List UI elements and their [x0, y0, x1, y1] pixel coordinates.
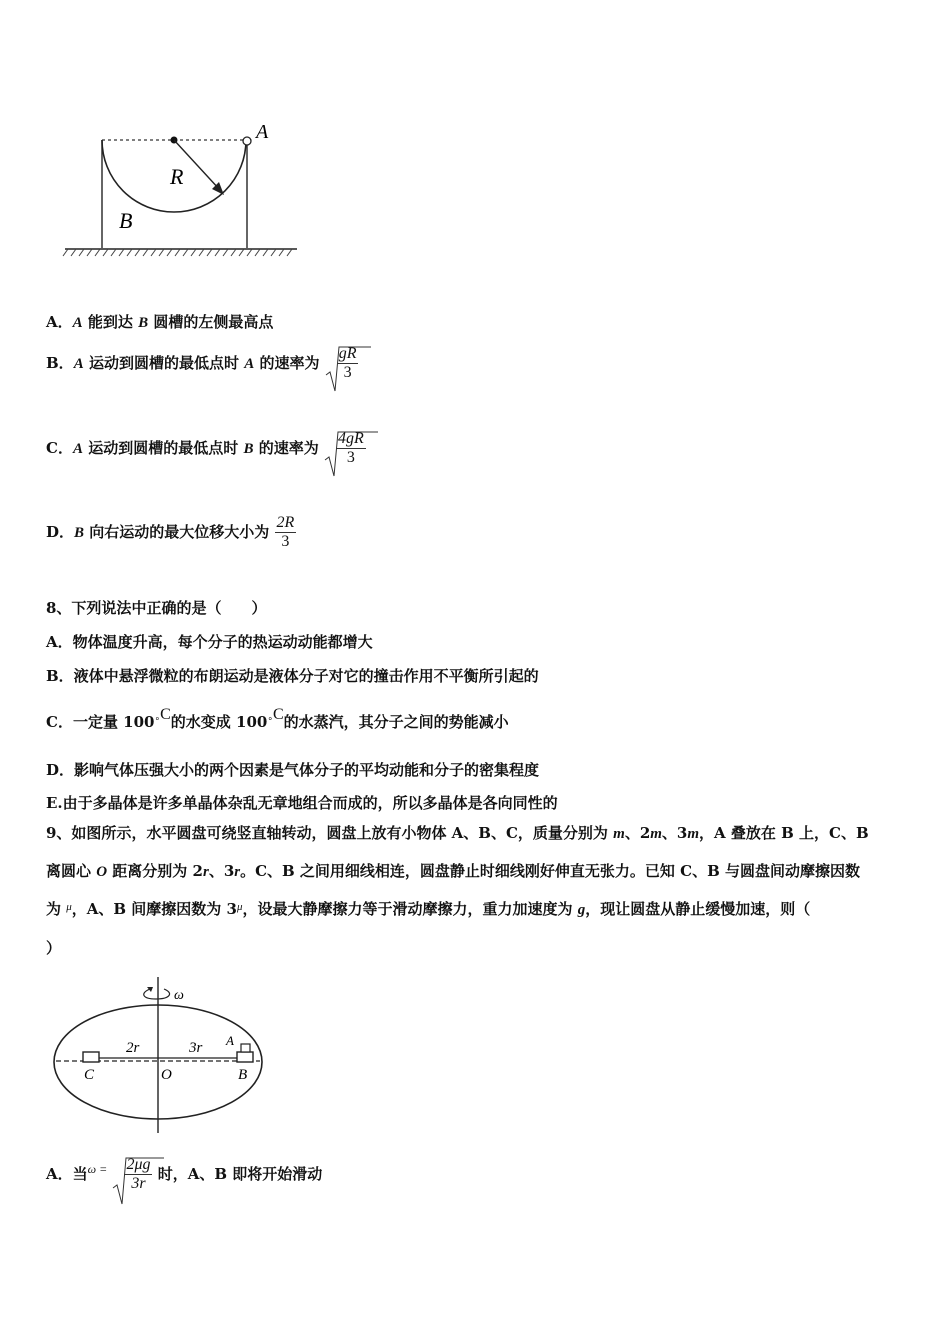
fraction: $\frac{2R}{3}$ — [276, 514, 295, 551]
sqrt-expression: $\frac{2\mu g}{3r}$ — [112, 1156, 152, 1194]
q8-option-D: D．影响气体压强大小的两个因素是气体分子的平均动能和分子的密集程度 — [46, 761, 540, 779]
ball-A — [243, 137, 251, 145]
q8-option-E: E.由于多晶体是许多单晶体杂乱无章地组合而成的，所以多晶体是各向同性的 — [46, 794, 558, 812]
q8-option-B: B．液体中悬浮微粒的布朗运动是液体分子对它的撞击作用不平衡所引起的 — [46, 667, 539, 685]
label-O: O — [161, 1067, 172, 1083]
q9-line-2: 离圆心 O 距离分别为 2r、3r。C、B 之间用细线相连，圆盘静止时细线刚好伸直无张力。已知 C、B 与圆盘间动摩擦因数 — [46, 862, 860, 880]
label-C: C — [84, 1067, 95, 1083]
q7-option-B: B．A 运动到圆槽的最低点时 A 的速率为 $\frac{gR}{3}$ — [46, 345, 358, 383]
q7-option-D: D．B 向右运动的最大位移大小为 $\frac{2R}{3}$ — [46, 514, 295, 551]
q9-figure — [52, 975, 267, 1135]
q8-option-A: A．物体温度升高，每个分子的热运动动能都增大 — [46, 633, 373, 651]
label-A: A — [226, 1033, 234, 1048]
block-C — [83, 1052, 99, 1062]
q7-option-C: C．A 运动到圆槽的最低点时 B 的速率为 $\frac{4gR}{3}$ — [46, 430, 366, 468]
q9-line-4: ） — [46, 939, 62, 957]
q7-option-A: A．A 能到达 B 圆槽的左侧最高点 — [46, 313, 274, 331]
q8-stem: 8、下列说法中正确的是（ ） — [46, 599, 267, 617]
q8-option-C: C．一定量 100∘C的水变成 100∘C的水蒸汽，其分子之间的势能减小 — [46, 706, 509, 731]
sqrt-expression: $\frac{gR}{3}$ — [325, 345, 359, 383]
ground-hatch — [63, 249, 292, 256]
distance-3r: 3r — [189, 1040, 203, 1056]
rotation-arrow-icon — [144, 989, 170, 999]
label-B: B — [238, 1067, 248, 1083]
label-A: A — [256, 121, 269, 143]
label-B: B — [119, 208, 133, 233]
distance-2r: 2r — [126, 1040, 140, 1056]
sqrt-expression: $\frac{4gR}{3}$ — [324, 430, 366, 468]
omega-label: ω — [174, 988, 184, 1003]
q7-figure — [60, 118, 310, 263]
block-B — [237, 1052, 253, 1062]
q9-line-3: 为 $^\mu$，A、B 间摩擦因数为 $3^\mu$，设最大静摩擦力等于滑动摩擦力，重力加速度为 g，现让圆盘从静止缓慢加速，则（ — [46, 900, 811, 918]
q9-stem — [46, 815, 908, 967]
label-R: R — [170, 164, 184, 189]
q9-line-1: 9、如图所示，水平圆盘可绕竖直轴转动，圆盘上放有小物体 A、B、C，质量分别为 m、2m、3m，A 叠放在 B 上，C、B — [46, 824, 869, 842]
q9-option-A: A．当$^{\omega =}$ $\frac{2\mu g}{3r}$ 时，A、B 即将开始滑动 — [46, 1156, 322, 1194]
block-A — [241, 1044, 250, 1052]
